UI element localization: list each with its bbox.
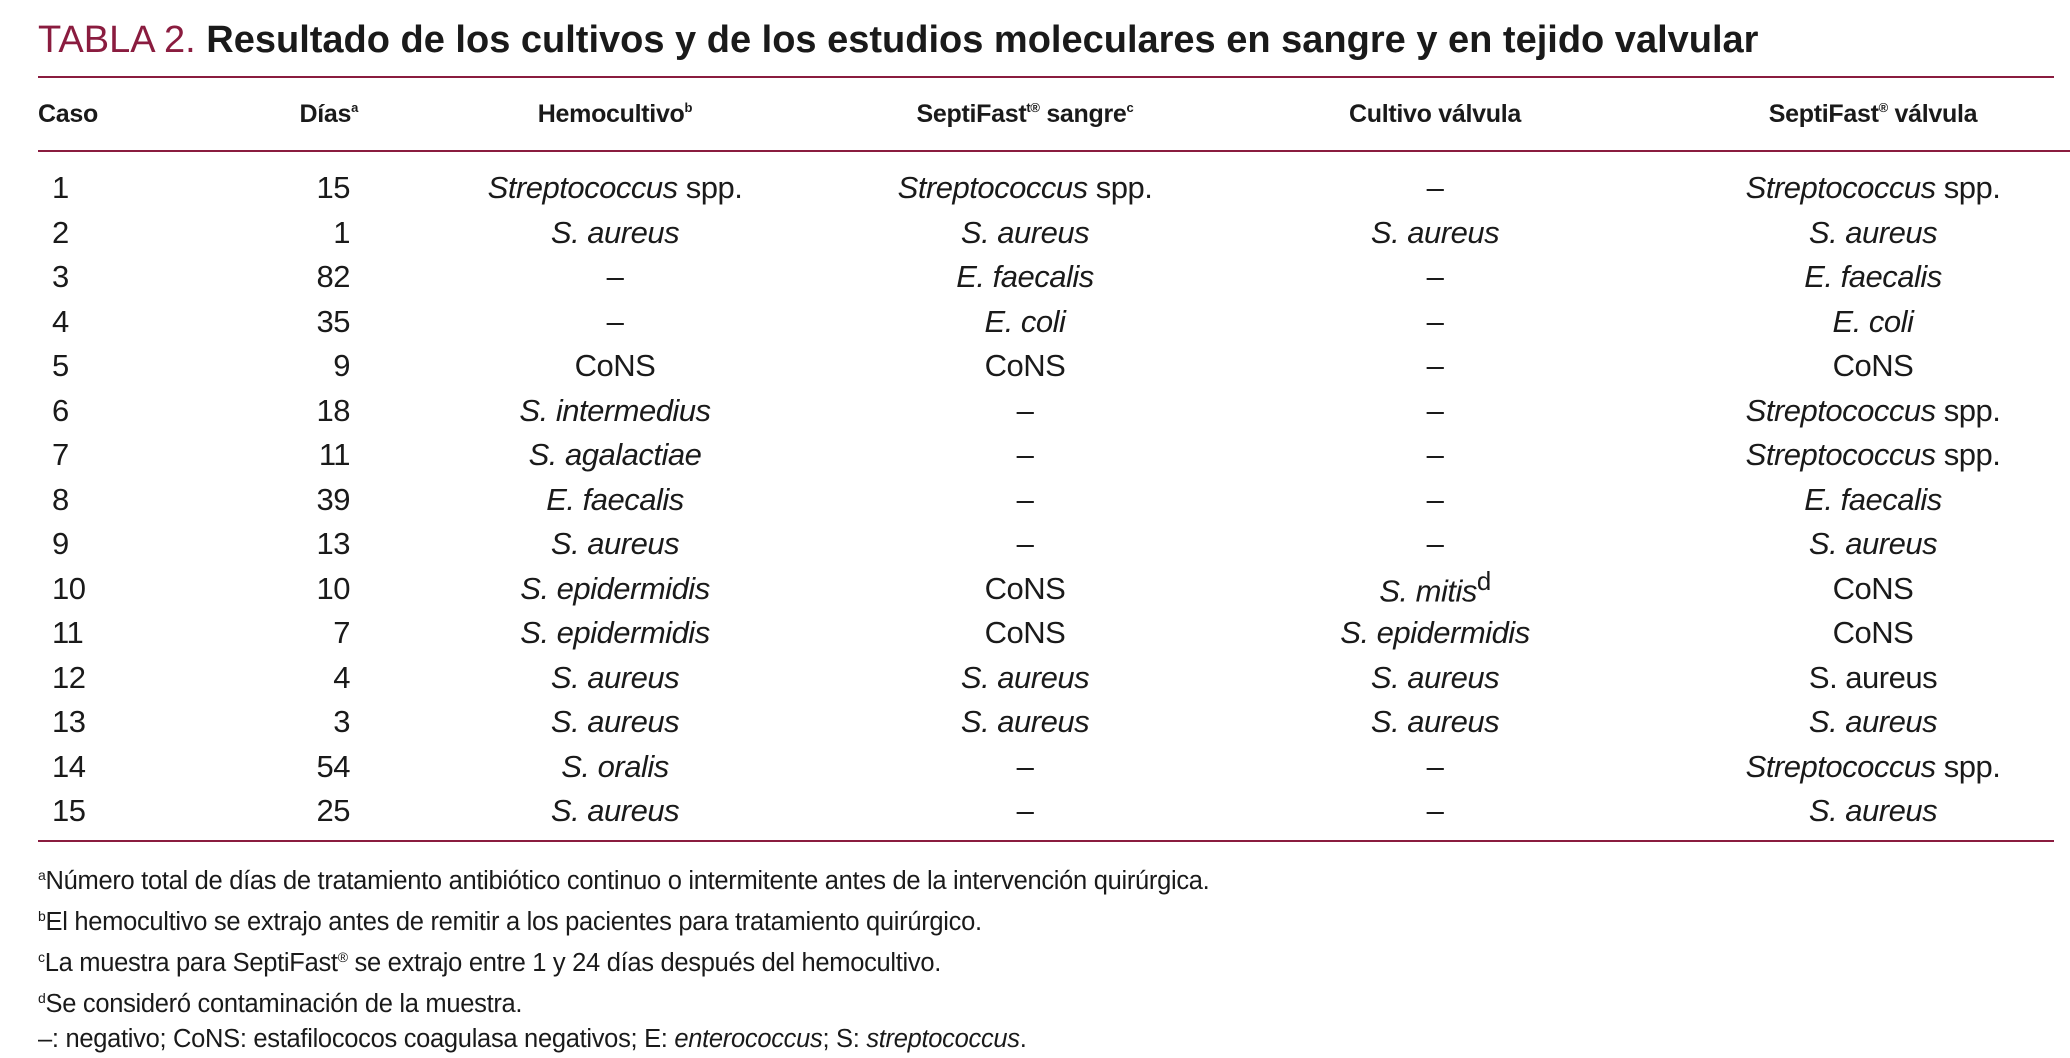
cell-caso: 13: [52, 704, 86, 740]
table-document: [38, 14, 2054, 1057]
cell-septifast-valvula: S. aureus: [1808, 793, 1938, 829]
table-row: [38, 700, 2070, 745]
cell-septifast-sangre: S. aureus: [960, 659, 1090, 695]
cell-septifast-sangre: –: [1016, 748, 1034, 784]
cell-septifast-valvula: Streptococcus spp.: [1745, 437, 2001, 473]
cell-septifast-sangre: E. faecalis: [956, 259, 1094, 295]
table-row: [38, 433, 2070, 478]
cell-septifast-sangre: CoNS: [984, 615, 1066, 651]
cell-dias: 54: [316, 748, 350, 784]
cell-cultivo-valvula: –: [1426, 303, 1444, 339]
cell-hemocultivo: E. faecalis: [546, 481, 684, 517]
cell-caso: 3: [52, 259, 69, 295]
cell-caso: 7: [52, 437, 69, 473]
cell-septifast-valvula: E. faecalis: [1804, 481, 1942, 517]
cell-dias: 9: [333, 348, 350, 384]
cell-septifast-valvula: E. faecalis: [1804, 259, 1942, 295]
cell-hemocultivo: Streptococcus spp.: [487, 170, 743, 206]
cell-caso: 5: [52, 348, 69, 384]
header-cultivo-valvula: Cultivo válvula: [1230, 78, 1640, 151]
cell-hemocultivo: S. oralis: [561, 748, 669, 784]
cell-septifast-sangre: –: [1016, 793, 1034, 829]
cell-caso: 15: [52, 793, 86, 829]
table-row: [38, 166, 2070, 211]
cell-cultivo-valvula: S. aureus: [1370, 659, 1500, 695]
cell-caso: 4: [52, 303, 69, 339]
cell-septifast-valvula: CoNS: [1832, 348, 1914, 384]
cell-cultivo-valvula: –: [1426, 259, 1444, 295]
cell-hemocultivo: S. epidermidis: [520, 570, 710, 606]
cell-dias: 13: [316, 526, 350, 562]
cell-cultivo-valvula: –: [1426, 748, 1444, 784]
cell-caso: 12: [52, 659, 86, 695]
cell-hemocultivo: S. aureus: [550, 214, 680, 250]
table-body: [38, 151, 2070, 840]
footnote: $^d$Se consideró contaminación de la muestra.: [38, 989, 523, 1018]
cell-dias: 25: [316, 793, 350, 829]
cell-caso: 11: [52, 615, 84, 651]
cell-septifast-valvula: S. aureus: [1808, 659, 1938, 695]
cell-cultivo-valvula: S. mitis$^d$: [1379, 568, 1491, 609]
table-row: [38, 344, 2070, 389]
footnote-marker: c: [38, 948, 45, 965]
cell-septifast-valvula: S. aureus: [1808, 526, 1938, 562]
table-title: [38, 14, 2054, 66]
table-row: [38, 656, 2070, 701]
footnote-marker: d: [38, 989, 46, 1006]
cell-septifast-valvula: CoNS: [1832, 615, 1914, 651]
footnote: $^c$La muestra para SeptiFast® se extrajo entre 1 y 24 días después del hemocultivo.: [38, 948, 942, 977]
footnote: $^b$El hemocultivo se extrajo antes de remitir a los pacientes para tratamiento quirúrgico.: [38, 907, 982, 936]
cell-septifast-sangre: E. coli: [984, 303, 1066, 339]
table-row: [38, 567, 2070, 612]
footnote-marker: b: [38, 907, 46, 924]
table-row: [38, 255, 2070, 300]
cell-cultivo-valvula: S. aureus: [1370, 704, 1500, 740]
cell-septifast-sangre: Streptococcus spp.: [897, 170, 1153, 206]
cell-hemocultivo: S. aureus: [550, 793, 680, 829]
cell-dias: 15: [316, 170, 350, 206]
cell-caso: 2: [52, 214, 69, 250]
cell-cultivo-valvula: –: [1426, 348, 1444, 384]
cell-hemocultivo: –: [606, 259, 624, 295]
cell-septifast-sangre: –: [1016, 437, 1034, 473]
header-septifast-valvula: SeptiFast® válvula: [1640, 78, 2070, 151]
cell-septifast-valvula: S. aureus: [1808, 214, 1938, 250]
header-dias: Días$^a$: [188, 78, 410, 151]
cell-hemocultivo: S. aureus: [550, 704, 680, 740]
cell-caso: 8: [52, 481, 69, 517]
cell-septifast-sangre: S. aureus: [960, 214, 1090, 250]
cell-caso: 14: [52, 748, 86, 784]
cell-dias: 3: [333, 704, 350, 740]
cell-dias: 7: [333, 615, 350, 651]
cell-hemocultivo: –: [606, 303, 624, 339]
cell-caso: 6: [52, 392, 69, 428]
cell-cultivo-valvula: –: [1426, 793, 1444, 829]
cell-dias: 18: [316, 392, 350, 428]
footnote: $^a$Número total de días de tratamiento antibiótico continuo o intermitente antes de la intervención quirúrgica.: [38, 866, 1210, 895]
cell-cultivo-valvula: –: [1426, 170, 1444, 206]
header-caso: Caso: [38, 78, 188, 151]
cell-dias: 39: [316, 481, 350, 517]
cell-dias: 82: [316, 259, 350, 295]
cell-septifast-sangre: S. aureus: [960, 704, 1090, 740]
cell-septifast-valvula: Streptococcus spp.: [1745, 392, 2001, 428]
cell-cultivo-valvula: –: [1426, 437, 1444, 473]
table-number-label: TABLA 2.: [38, 19, 196, 61]
header-row: [38, 78, 2070, 151]
table-title-text: Resultado de los cultivos y de los estudios moleculares en sangre y en tejido valvular: [206, 19, 1759, 61]
table-row: [38, 745, 2070, 790]
cell-cultivo-valvula: –: [1426, 392, 1444, 428]
table-row: [38, 478, 2070, 523]
cell-septifast-sangre: –: [1016, 481, 1034, 517]
cell-septifast-valvula: E. coli: [1832, 303, 1914, 339]
cell-septifast-valvula: Streptococcus spp.: [1745, 170, 2001, 206]
header-septifast-sangre: SeptiFast$^{t®}$ sangre$^c$: [820, 78, 1230, 151]
cell-cultivo-valvula: S. aureus: [1370, 214, 1500, 250]
table-row: [38, 789, 2070, 840]
cell-caso: 10: [52, 570, 86, 606]
table-row: [38, 522, 2070, 567]
table-row: [38, 300, 2070, 345]
cell-hemocultivo: S. epidermidis: [520, 615, 710, 651]
cell-caso: 1: [52, 170, 69, 206]
results-table: [38, 78, 2070, 840]
cell-hemocultivo: S. intermedius: [519, 392, 711, 428]
cell-dias: 4: [333, 659, 350, 695]
table-row: [38, 611, 2070, 656]
cell-septifast-sangre: CoNS: [984, 570, 1066, 606]
spacer-row: [38, 151, 2070, 166]
cell-septifast-sangre: –: [1016, 526, 1034, 562]
cell-cultivo-valvula: –: [1426, 526, 1444, 562]
cell-dias: 11: [318, 437, 350, 473]
table-row: [38, 389, 2070, 434]
cell-hemocultivo: CoNS: [574, 348, 656, 384]
cell-cultivo-valvula: S. epidermidis: [1340, 615, 1530, 651]
cell-hemocultivo: S. aureus: [550, 526, 680, 562]
cell-septifast-sangre: CoNS: [984, 348, 1066, 384]
cell-septifast-sangre: –: [1016, 392, 1034, 428]
cell-dias: 10: [316, 570, 350, 606]
header-hemocultivo: Hemocultivo$^b$: [410, 78, 820, 151]
cell-hemocultivo: S. agalactiae: [528, 437, 702, 473]
cell-hemocultivo: S. aureus: [550, 659, 680, 695]
table-row: [38, 211, 2070, 256]
cell-septifast-valvula: CoNS: [1832, 570, 1914, 606]
cell-caso: 9: [52, 526, 69, 562]
cell-cultivo-valvula: –: [1426, 481, 1444, 517]
cell-septifast-valvula: S. aureus: [1808, 704, 1938, 740]
cell-dias: 1: [333, 214, 350, 250]
footnote: –: negativo; CoNS: estafilococos coagulasa negativos; E: enterococcus; S: streptococcus.: [38, 1024, 1027, 1053]
bottom-rule: [38, 840, 2054, 842]
footnote-marker: a: [38, 866, 46, 883]
footnotes: [38, 858, 2054, 1057]
cell-septifast-valvula: Streptococcus spp.: [1745, 748, 2001, 784]
cell-dias: 35: [316, 303, 350, 339]
